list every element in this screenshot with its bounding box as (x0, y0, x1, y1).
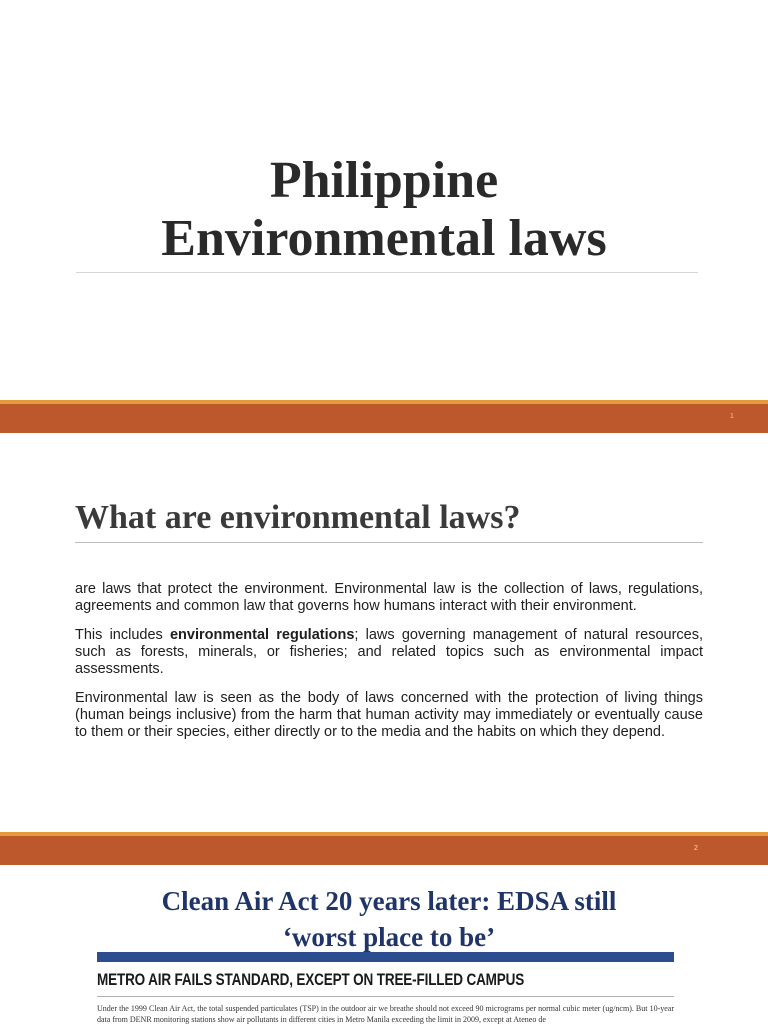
article-body-text: Under the 1999 Clean Air Act, the total suspended particulates (TSP) in the outdoor air we breathe should not exceed 90 micrograms per normal cubic meter (ug/ncm). But 10-year data from DENR monitoring stations show air pollutants in different cities in Metro Manila exceeding the limit in 2009, except at Ateneo de (97, 1004, 674, 1024)
title-line-1: Philippine (269, 152, 499, 209)
paragraph-includes-prefix: This includes (75, 627, 170, 643)
headline-line-2: ‘worst place to be’ (282, 922, 496, 952)
definition-slide (0, 433, 768, 832)
paragraph-scope: Environmental law is seen as the body of laws concerned with the protection of living things (human beings inclusive) from the harm that human activity may immediately or eventually cause to them or their species, either directly or to the media and the habits on which they depend. (75, 690, 703, 740)
environmental-regulations-term: environmental regulations (169, 627, 355, 643)
presentation-title (0, 152, 768, 268)
slide-separator-bar (0, 400, 768, 433)
paragraph-includes (75, 627, 703, 678)
heading-divider (75, 542, 703, 543)
slide-separator-bar (0, 832, 768, 865)
title-line-2: Environmental laws (161, 210, 607, 267)
article-divider (97, 996, 674, 997)
headline-line-1: Clean Air Act 20 years later: EDSA still (161, 886, 617, 916)
news-headline (0, 883, 768, 955)
slide-body (75, 581, 703, 753)
slide-number: 1 (730, 413, 734, 420)
clean-air-act-slide (0, 865, 768, 1024)
paragraph-includes-suffix: ; laws governing management of natural resources, such as forests, minerals, or fisheries; and related topics such as environmental impact assessments. (75, 627, 703, 677)
slide-number: 2 (694, 845, 698, 852)
paragraph-definition: are laws that protect the environment. Environmental law is the collection of laws, regulations, agreements and common law that governs how humans interact with their environment. (75, 581, 703, 614)
title-slide (0, 0, 768, 400)
title-divider (76, 272, 698, 273)
slide-heading: What are environmental laws? (75, 499, 521, 536)
article-subhead: METRO AIR FAILS STANDARD, EXCEPT ON TREE-FILLED CAMPUS (97, 971, 525, 989)
article-header-bar (97, 952, 674, 962)
